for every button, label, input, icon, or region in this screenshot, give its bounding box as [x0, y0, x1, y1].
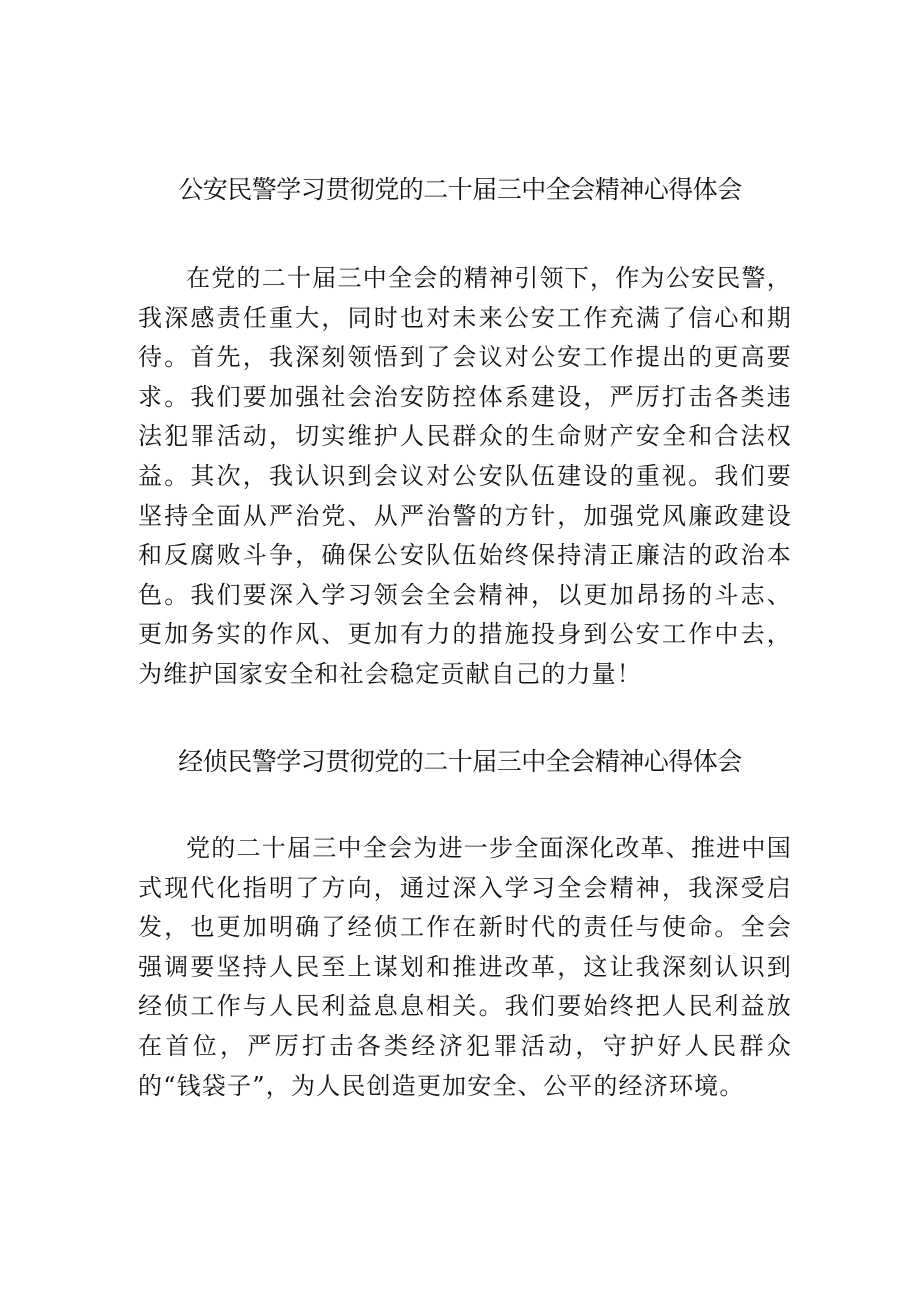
- section-title-police: 公安民警学习贯彻党的二十届三中全会精神心得体会: [178, 175, 742, 204]
- section-body-police: 在党的二十届三中全会的精神引领下，作为公安民警，我深感责任重大，同时也对未来公安工作充满了信心和期待。首先，我深刻领悟到了会议对公安工作提出的更高要求。我们要加强社会治安防控体系建设，严厉打击各类违法犯罪活动，切实维护人民群众的生命财产安全和合法权益。其次，我认识到会议对公安队伍建设的重视。我们要坚持全面从严治党、从严治警的方针，加强党风廉政建设和反腐败斗争，确保公安队伍始终保持清正廉洁的政治本色。我们要深入学习领会全会精神，以更加昂扬的斗志、更加务实的作风、更加有力的措施投身到公安工作中去，为维护国家安全和社会稳定贡献自己的力量！: [138, 264, 792, 688]
- section-title-economic-investigation: 经侦民警学习贯彻党的二十届三中全会精神心得体会: [178, 747, 742, 776]
- section-body-economic-investigation: 党的二十届三中全会为进一步全面深化改革、推进中国式现代化指明了方向，通过深入学习全会精神，我深受启发，也更加明确了经侦工作在新时代的责任与使命。全会强调要坚持人民至上谋划和推进改革，这让我深刻认识到经侦工作与人民利益息息相关。我们要始终把人民利益放在首位，严厉打击各类经济犯罪活动，守护好人民群众的“钱袋子”，为人民创造更加安全、公平的经济环境。: [138, 834, 792, 1100]
